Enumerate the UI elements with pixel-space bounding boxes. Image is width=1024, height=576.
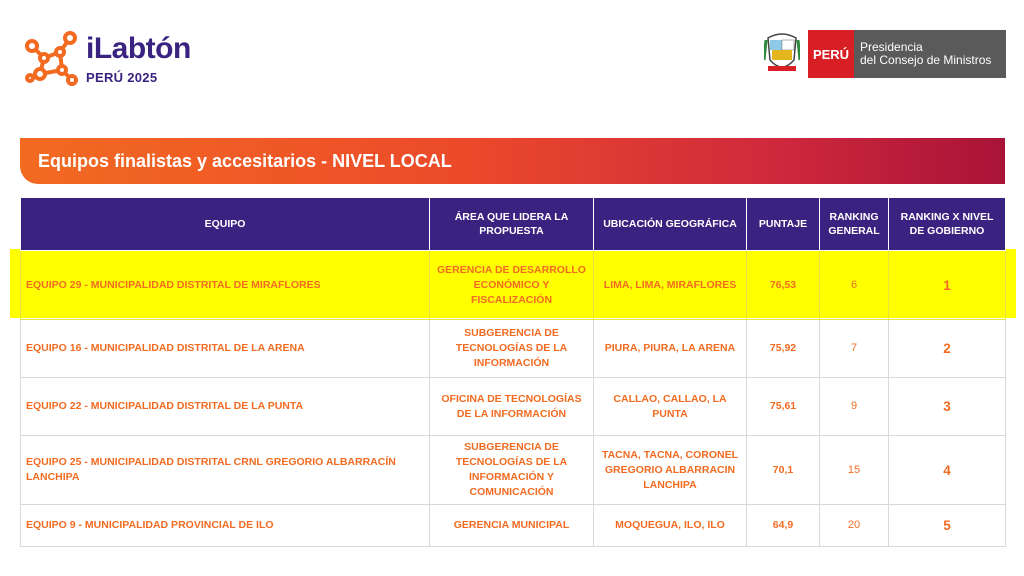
- header-team: EQUIPO: [21, 198, 430, 251]
- peru-label: PERÚ: [808, 30, 854, 78]
- table-row: [21, 505, 1006, 547]
- location-cell: PIURA, PIURA, LA ARENA: [594, 320, 747, 378]
- team-cell: EQUIPO 22 - MUNICIPALIDAD DISTRITAL DE LA PUNTA: [21, 378, 430, 436]
- brand-subtitle: PERÚ 2025: [86, 70, 158, 85]
- team-cell: EQUIPO 25 - MUNICIPALIDAD DISTRITAL CRNL GREGORIO ALBARRACÍN LANCHIPA: [21, 436, 430, 505]
- score-cell: 70,1: [747, 436, 820, 505]
- header-rank-general: RANKING GENERAL: [820, 198, 889, 251]
- rank-level-cell: 3: [889, 378, 1006, 436]
- score-cell: 75,92: [747, 320, 820, 378]
- rank-general-cell: 20: [820, 505, 889, 547]
- results-table: [20, 197, 1006, 547]
- location-cell: MOQUEGUA, ILO, ILO: [594, 505, 747, 547]
- table-header-row: [21, 198, 1006, 251]
- government-logo: [764, 30, 1006, 78]
- rank-level-cell: 4: [889, 436, 1006, 505]
- location-cell: TACNA, TACNA, CORONEL GREGORIO ALBARRACIN LANCHIPA: [594, 436, 747, 505]
- score-cell: 76,53: [747, 251, 820, 320]
- area-cell: SUBGERENCIA DE TECNOLOGÍAS DE LA INFORMACIÓN: [430, 320, 594, 378]
- area-cell: GERENCIA DE DESARROLLO ECONÓMICO Y FISCALIZACIÓN: [430, 251, 594, 320]
- team-cell: EQUIPO 16 - MUNICIPALIDAD DISTRITAL DE LA ARENA: [21, 320, 430, 378]
- location-cell: LIMA, LIMA, MIRAFLORES: [594, 251, 747, 320]
- molecule-logo-icon: [20, 28, 82, 90]
- table-row: [21, 251, 1006, 320]
- banner-title: Equipos finalistas y accesitarios - NIVEL LOCAL: [38, 150, 452, 171]
- pcm-line1: Presidencia: [860, 40, 923, 54]
- area-cell: OFICINA DE TECNOLOGÍAS DE LA INFORMACIÓN: [430, 378, 594, 436]
- rank-level-cell: 5: [889, 505, 1006, 547]
- section-banner: [20, 138, 1005, 184]
- rank-general-cell: 15: [820, 436, 889, 505]
- header-rank-level: RANKING X NIVEL DE GOBIERNO: [889, 198, 1006, 251]
- table-row: [21, 320, 1006, 378]
- rank-general-cell: 7: [820, 320, 889, 378]
- location-cell: CALLAO, CALLAO, LA PUNTA: [594, 378, 747, 436]
- pcm-label: [854, 30, 1006, 78]
- table-row: [21, 436, 1006, 505]
- score-cell: 75,61: [747, 378, 820, 436]
- team-cell: EQUIPO 29 - MUNICIPALIDAD DISTRITAL DE MIRAFLORES: [21, 251, 430, 320]
- rank-general-cell: 6: [820, 251, 889, 320]
- pcm-line2: del Consejo de Ministros: [860, 53, 992, 67]
- coat-of-arms-icon: [764, 30, 800, 76]
- area-cell: SUBGERENCIA DE TECNOLOGÍAS DE LA INFORMACIÓN Y COMUNICACIÓN: [430, 436, 594, 505]
- table-row: [21, 378, 1006, 436]
- header-area: ÁREA QUE LIDERA LA PROPUESTA: [430, 198, 594, 251]
- brand: [20, 28, 191, 92]
- rank-general-cell: 9: [820, 378, 889, 436]
- score-cell: 64,9: [747, 505, 820, 547]
- area-cell: GERENCIA MUNICIPAL: [430, 505, 594, 547]
- header-location: UBICACIÓN GEOGRÁFICA: [594, 198, 747, 251]
- header-score: PUNTAJE: [747, 198, 820, 251]
- team-cell: EQUIPO 9 - MUNICIPALIDAD PROVINCIAL DE ILO: [21, 505, 430, 547]
- rank-level-cell: 1: [889, 251, 1006, 320]
- rank-level-cell: 2: [889, 320, 1006, 378]
- brand-name: iLabtón: [86, 32, 191, 65]
